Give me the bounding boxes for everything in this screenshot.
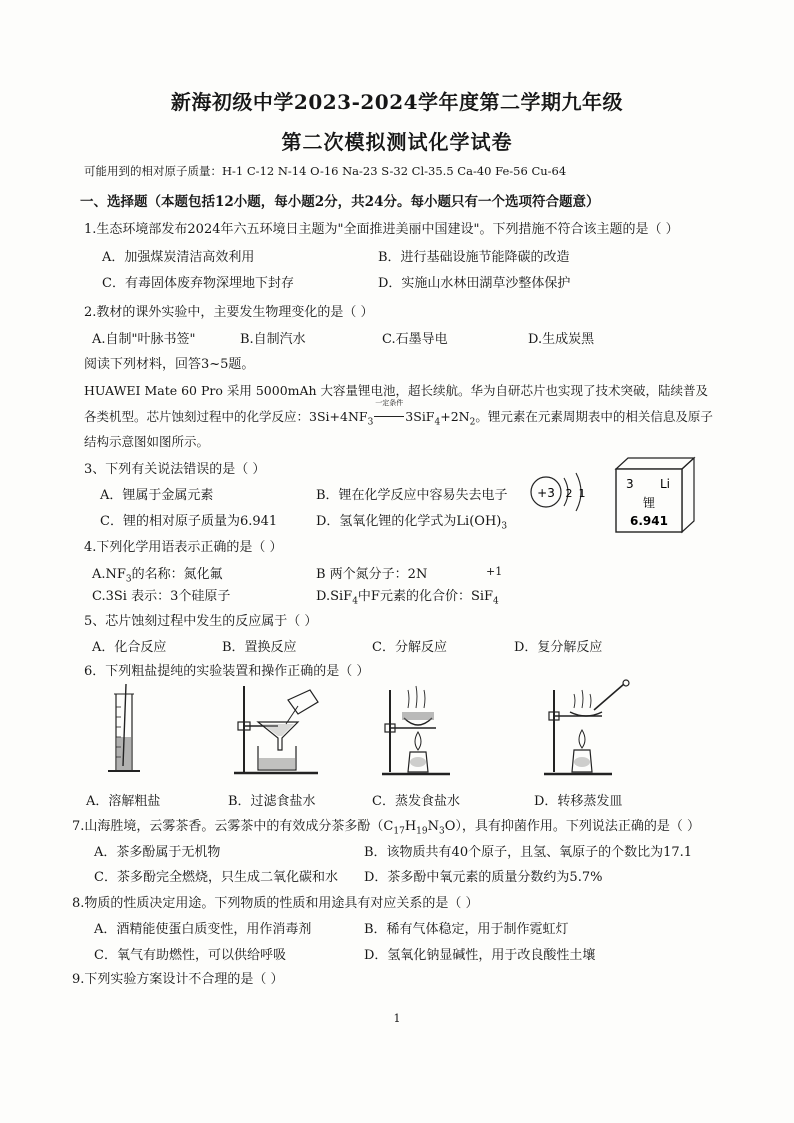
q2-option-c: C.石墨导电 <box>382 332 448 347</box>
q2-option-a: A.自制"叶脉书签" <box>92 332 196 347</box>
q7-option-b: B．该物质共有40个原子，且氢、氧原子的个数比为17.1 <box>364 845 693 860</box>
reaction-condition: 一定条件 <box>375 399 404 407</box>
q8-stem: 8.物质的性质决定用途。下列物质的性质和用途具有对应关系的是（ ） <box>72 896 479 911</box>
atomic-mass: 6.941 <box>630 514 668 528</box>
q1-stem: 1.生态环境部发布2024年六五环境日主题为"全面推进美丽中国建设"。下列措施不符合该主题的是（ ） <box>84 222 679 237</box>
valence-mark: +1 <box>486 565 503 578</box>
q6-option-a: A．溶解粗盐 <box>86 794 161 809</box>
lithium-atom-diagram <box>526 470 606 520</box>
reaction-arrow <box>374 416 404 417</box>
q1-option-a: A．加强煤炭清洁高效利用 <box>102 250 255 265</box>
atomic-masses: 可能用到的相对原子质量：H-1 C-12 N-14 O-16 Na-23 S-32 Cl-35.5 Ca-40 Fe-56 Cu-64 <box>84 164 567 178</box>
reading-line-2: 各类机型。芯片蚀刻过程中的化学反应：$3Si+4NF_3$ 一定条件 $3SiF_4+2N_2$。锂元素在元素周期表中的相关信息及原子 <box>84 399 713 428</box>
q4-option-b: B 两个氮分子：2N <box>316 567 428 582</box>
q2-stem: 2.教材的课外实验中，主要发生物理变化的是（ ） <box>84 305 374 320</box>
lithium-element-cell <box>608 455 700 535</box>
q3-stem: 3、下列有关说法错误的是（ ） <box>84 462 266 477</box>
q3-option-c: C．锂的相对原子质量为6.941 <box>100 514 278 529</box>
nucleus-charge: +3 <box>537 486 555 500</box>
q7-option-a: A．茶多酚属于无机物 <box>94 845 221 860</box>
q5-option-c: C．分解反应 <box>372 640 447 655</box>
evaporation-figure <box>380 682 460 782</box>
q2-option-d: D.生成炭黑 <box>528 332 595 347</box>
atomic-number: 3 <box>626 477 634 491</box>
transfer-dish-figure <box>540 678 636 782</box>
q2-option-b: B.自制汽水 <box>240 332 306 347</box>
q1-option-b: B．进行基础设施节能降碳的改造 <box>378 250 570 265</box>
pouring-beaker <box>288 690 318 714</box>
q9-stem: 9.下列实验方案设计不合理的是（ ） <box>72 972 284 987</box>
q3-option-a: A．锂属于金属元素 <box>100 488 214 503</box>
page-number: 1 <box>393 1012 401 1025</box>
q3-option-d: D．氢氧化锂的化学式为$Li(OH)_3$ <box>316 514 508 532</box>
q4-option-c: C.3Si 表示：3个硅原子 <box>92 589 231 604</box>
reading-line-3: 结构示意图如图所示。 <box>84 434 210 449</box>
graduated-cylinder-figure <box>96 682 146 782</box>
element-symbol: Li <box>660 477 671 491</box>
exam-title: 新海初级中学2023-2024学年度第二学期九年级 <box>170 90 624 114</box>
reading-intro: 阅读下列材料，回答3~5题。 <box>84 357 255 372</box>
q6-option-b: B．过滤食盐水 <box>228 794 316 809</box>
q3-option-b: B．锂在化学反应中容易失去电子 <box>316 488 508 503</box>
q5-stem: 5、芯片蚀刻过程中发生的反应属于（ ） <box>84 614 318 629</box>
q6-stem: 6．下列粗盐提纯的实验装置和操作正确的是（ ） <box>84 664 370 679</box>
filtration-figure <box>232 680 328 782</box>
q1-option-c: C．有毒固体废弃物深埋地下封存 <box>102 276 294 291</box>
shell-2-electrons: 1 <box>578 487 586 500</box>
shell-1-electrons: 2 <box>565 487 573 500</box>
reading-line-1: HUAWEI Mate 60 Pro 采用 5000mAh 大容量锂电池，超长续航。华为自研芯片也实现了技术突破，陆续普及 <box>84 383 709 398</box>
q7-stem: 7.山海胜境，云雾茶香。云雾茶中的有效成分茶多酚$(C_{17}H_{19}N_3O)$，具有抑菌作用。下列说法正确的是（ ） <box>72 819 701 837</box>
q4-option-d: D.SiF$_4$中F元素的化合价：SiF$_4$ <box>316 589 499 607</box>
q4-option-a: $A.NF_3$的名称：氮化氟 <box>92 567 223 585</box>
q5-option-d: D．复分解反应 <box>514 640 603 655</box>
q7-option-c: C．茶多酚完全燃烧，只生成二氧化碳和水 <box>94 870 338 885</box>
q8-option-a: A．酒精能使蛋白质变性，用作消毒剂 <box>94 922 312 937</box>
q8-option-c: C．氧气有助燃性，可以供给呼吸 <box>94 948 286 963</box>
q7-option-d: D．茶多酚中氧元素的质量分数约为5.7% <box>364 870 603 885</box>
q5-option-a: A．化合反应 <box>92 640 167 655</box>
q6-option-c: C．蒸发食盐水 <box>372 794 460 809</box>
q8-option-d: D．氢氧化钠显碱性，用于改良酸性土壤 <box>364 948 596 963</box>
q4-stem: 4.下列化学用语表示正确的是（ ） <box>84 540 283 555</box>
q6-option-d: D．转移蒸发皿 <box>534 794 623 809</box>
element-name: 锂 <box>642 496 656 510</box>
exam-subtitle: 第二次模拟测试化学试卷 <box>281 130 513 154</box>
q8-option-b: B．稀有气体稳定，用于制作霓虹灯 <box>364 922 569 937</box>
q5-option-b: B．置换反应 <box>222 640 297 655</box>
steam-lines <box>408 686 425 708</box>
q1-option-d: D．实施山水林田湖草沙整体保护 <box>378 276 571 291</box>
section-heading: 一、选择题（本题包括12小题，每小题2分，共24分。每小题只有一个选项符合题意） <box>80 194 600 210</box>
crucible-tongs <box>594 684 624 710</box>
